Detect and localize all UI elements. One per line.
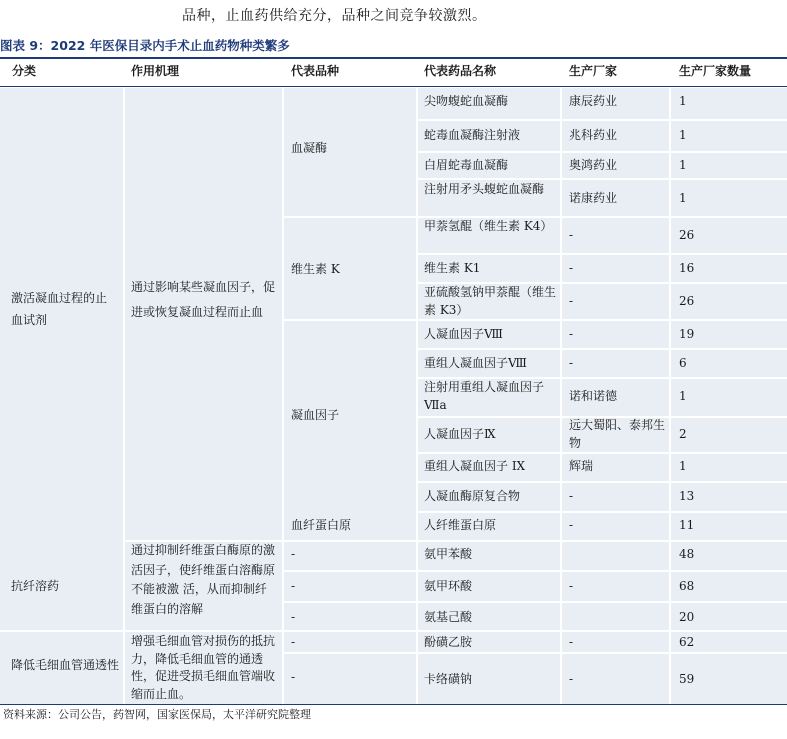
header-mechanism: 作用机理 bbox=[131, 64, 180, 78]
drug-name: 人凝血因子Ⅷ bbox=[424, 327, 503, 341]
row-sep bbox=[284, 540, 787, 542]
drug-name: 维生素 K1 bbox=[424, 261, 481, 275]
drug-maker: 诺和诺德 bbox=[569, 389, 618, 403]
row-sep bbox=[418, 452, 787, 454]
row-sep bbox=[418, 481, 787, 483]
variety-dash: - bbox=[291, 610, 296, 624]
drug-maker-count: 1 bbox=[679, 389, 687, 403]
drug-maker-count: 59 bbox=[679, 672, 695, 686]
drug-maker: - bbox=[569, 579, 574, 593]
col-sep bbox=[123, 88, 125, 704]
drug-maker: - bbox=[569, 518, 574, 532]
bottom-rule bbox=[0, 704, 787, 705]
drug-name: 注射用矛头蝮蛇血凝酶 bbox=[424, 182, 545, 196]
drug-maker: - bbox=[569, 672, 574, 686]
drug-maker: 奥鸿药业 bbox=[569, 158, 618, 172]
drug-name: 甲萘氢醌（维生素 K4） bbox=[424, 219, 553, 233]
variety-vitamin-k: 维生素 K bbox=[291, 262, 340, 276]
drug-maker: - bbox=[569, 294, 574, 308]
drug-name: 尖吻蝮蛇血凝酶 bbox=[424, 94, 509, 108]
variety-dash: - bbox=[291, 670, 296, 684]
drug-name: 蛇毒血凝酶注射液 bbox=[424, 128, 521, 142]
drug-maker: - bbox=[569, 261, 574, 275]
drug-maker: 康辰药业 bbox=[569, 94, 618, 108]
category-capillary: 降低毛细血管通透性 bbox=[11, 658, 120, 672]
drug-maker: - bbox=[569, 327, 574, 341]
source-note: 资料来源：公司公告，药智网，国家医保局，太平洋研究院整理 bbox=[3, 708, 311, 721]
header-drug-name: 代表药品名称 bbox=[424, 64, 497, 78]
mechanism-antifibrinolytic: 通过抑制纤维蛋白酶原的激活因子，使纤维蛋白溶酶原不能被激 活，从而抑制纤维蛋白的溶解 bbox=[131, 543, 276, 616]
drug-maker-count: 26 bbox=[679, 294, 695, 308]
header-rule bbox=[0, 86, 787, 87]
drug-maker-count: 6 bbox=[679, 356, 687, 370]
drug-maker-count: 1 bbox=[679, 191, 687, 205]
drug-name: 重组人凝血因子Ⅷ bbox=[424, 356, 527, 370]
row-sep bbox=[418, 511, 787, 513]
header-category: 分类 bbox=[12, 64, 37, 78]
col-sep bbox=[669, 88, 671, 704]
header-maker: 生产厂家 bbox=[569, 64, 618, 78]
col-sep bbox=[416, 88, 418, 704]
drug-maker-count: 13 bbox=[679, 489, 695, 503]
row-sep bbox=[418, 348, 787, 350]
drug-name: 卡络磺钠 bbox=[424, 672, 473, 686]
drug-name: 氨甲环酸 bbox=[424, 579, 473, 593]
drug-maker-count: 48 bbox=[679, 547, 695, 561]
drug-maker: - bbox=[569, 228, 574, 242]
category-antifibrinolytic: 抗纤溶药 bbox=[11, 579, 60, 593]
drug-name: 酚磺乙胺 bbox=[424, 635, 473, 649]
header-maker-count: 生产厂家数量 bbox=[679, 64, 752, 78]
drug-name: 亚硫酸氢钠甲萘醌（维生素 K3） bbox=[424, 285, 557, 317]
mechanism-activating: 通过影响某些凝血因子，促进或恢复凝血过程而止血 bbox=[131, 280, 276, 319]
drug-maker-count: 2 bbox=[679, 427, 687, 441]
figure-caption: 图表 9：2022 年医保目录内手术止血药物种类繁多 bbox=[0, 38, 290, 53]
drug-maker: 辉瑞 bbox=[569, 459, 594, 473]
drug-name: 氨甲苯酸 bbox=[424, 547, 473, 561]
drug-maker-count: 1 bbox=[679, 459, 687, 473]
variety-dash: - bbox=[291, 635, 296, 649]
header-variety: 代表品种 bbox=[291, 64, 340, 78]
drug-name: 人纤维蛋白原 bbox=[424, 518, 497, 532]
drug-maker: 诺康药业 bbox=[569, 191, 618, 205]
col-sep bbox=[282, 88, 284, 704]
col-sep bbox=[560, 88, 562, 704]
variety-dash: - bbox=[291, 547, 296, 561]
row-sep bbox=[284, 570, 787, 572]
drug-name: 人凝血酶原复合物 bbox=[424, 489, 521, 503]
mechanism-capillary: 增强毛细血管对损伤的抵抗力，降低毛细血管的通透性，促进受损毛细血管端收缩而止血。 bbox=[131, 634, 276, 701]
row-sep bbox=[284, 601, 787, 603]
drug-name: 重组人凝血因子 IX bbox=[424, 459, 526, 473]
drug-maker: - bbox=[569, 356, 574, 370]
variety-dash: - bbox=[291, 579, 296, 593]
variety-fibrinogen: 血纤蛋白原 bbox=[291, 518, 352, 532]
drug-maker-count: 62 bbox=[679, 635, 695, 649]
drug-maker: 兆科药业 bbox=[569, 128, 618, 142]
row-sep bbox=[418, 151, 787, 153]
drug-maker-count: 1 bbox=[679, 94, 687, 108]
row-sep bbox=[284, 652, 787, 654]
drug-maker: 远大蜀阳、泰邦生物 bbox=[569, 418, 666, 450]
drug-maker-count: 20 bbox=[679, 610, 695, 624]
drug-maker-count: 19 bbox=[679, 327, 695, 341]
drug-maker: - bbox=[569, 635, 574, 649]
drug-maker-count: 1 bbox=[679, 128, 687, 142]
drug-maker-count: 16 bbox=[679, 261, 695, 275]
category-activating: 激活凝血过程的止血试剂 bbox=[11, 291, 108, 327]
row-sep bbox=[284, 319, 787, 321]
drug-maker-count: 11 bbox=[679, 518, 695, 532]
caption-rule bbox=[0, 57, 787, 59]
drug-maker-count: 26 bbox=[679, 228, 695, 242]
drug-name: 氨基己酸 bbox=[424, 610, 473, 624]
variety-hemocoagulase: 血凝酶 bbox=[291, 141, 328, 155]
drug-maker-count: 1 bbox=[679, 158, 687, 172]
row-sep bbox=[418, 119, 787, 121]
row-sep bbox=[418, 253, 787, 255]
intro-text: 品种，止血药供给充分，品种之间竞争较激烈。 bbox=[182, 8, 487, 24]
drug-name: 白眉蛇毒血凝酶 bbox=[424, 158, 509, 172]
drug-maker-count: 68 bbox=[679, 579, 695, 593]
drug-name: 人凝血因子Ⅸ bbox=[424, 427, 496, 441]
drug-maker: - bbox=[569, 489, 574, 503]
drug-name: 注射用重组人凝血因子Ⅶa bbox=[424, 380, 545, 412]
variety-coagulation-factor: 凝血因子 bbox=[291, 408, 340, 422]
